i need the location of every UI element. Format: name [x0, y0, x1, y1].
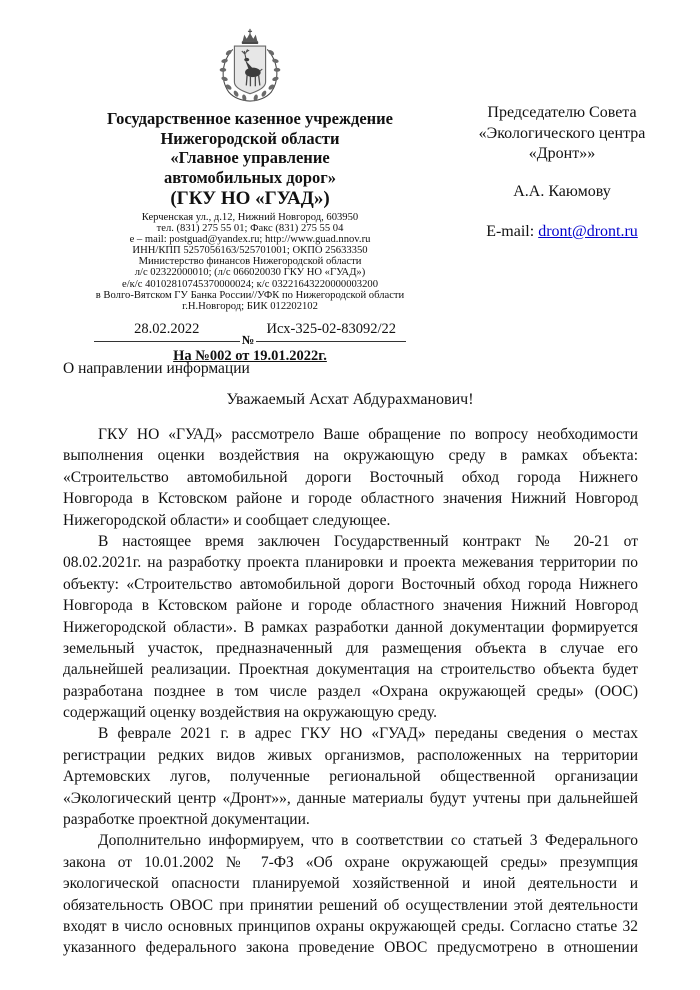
org-contact-block — [60, 212, 440, 312]
body-line: земельный участок, предназначенный для размещения объекта в случае его — [63, 639, 638, 657]
body-line: Нижегородской области». В рамках разработки данной документации формируется — [63, 618, 638, 636]
body-line: «Экологический центр «Дронт»», данные материалы будут учтены при дальнейшей — [63, 789, 638, 807]
recipient-title-line: «Экологического центра — [478, 124, 646, 142]
body-line: Новгорода в Кстовском районе и городе областного значения Нижний Новгород — [63, 490, 638, 508]
body-line: ГКУ НО «ГУАД» рассмотрело Ваше обращение по вопросу необходимости — [98, 426, 638, 443]
recipient-email-row — [432, 222, 692, 242]
body-line: 08.02.2021г. на разработку проекта планировки и проекта межевания территории по — [63, 554, 638, 572]
org-contact-line: ИНН/КПП 5257056163/525701001; ОКПО 25633350 — [132, 245, 368, 257]
org-contact-line: Министерство финансов Нижегородской области — [138, 256, 362, 268]
org-contact-line: e – mail: postguad@yandex.ru; http://www.guad.nnov.ru — [129, 234, 371, 246]
body-line: содержащий оценку воздействия на окружающую среду. — [63, 704, 437, 722]
body-line: выполнения оценки воздействия на окружающую среду в рамках объекта: — [63, 447, 638, 465]
recipient-title-line: «Дронт»» — [528, 145, 596, 162]
body-line: Новгорода в Кстовском районе и городе областного значения Нижний Новгород — [63, 597, 638, 615]
paragraph — [63, 424, 638, 531]
body-line: регистрации редких видов живых организмов, расположенных на территории — [63, 746, 638, 764]
body-line: закона от 10.01.2002 № 7-ФЗ «Об охране окружающей среды» презумпция — [63, 853, 638, 871]
org-contact-line: в Волго-Вятском ГУ Банка России//УФК по Нижегородской области — [95, 289, 405, 301]
salutation: Уважаемый Асхат Абдурахманович! — [226, 391, 474, 408]
body-line: входят в число основных принципов охраны окружающей среды. Согласно статье 32 — [63, 917, 638, 935]
recipient-title — [432, 103, 692, 165]
body-line: Артемовских лугов, полученные региональной общественной организации — [63, 768, 638, 786]
org-abbreviation: (ГКУ НО «ГУАД») — [170, 188, 330, 209]
org-contact-line: л/с 02322000010; (л/с 066020030 ГКУ НО «ГУАД») — [134, 267, 366, 279]
number-sign: № — [241, 332, 255, 347]
body-line: разработке проектной документации. — [63, 811, 310, 829]
letter-date: 28.02.2022 — [134, 320, 200, 337]
date-number-row — [60, 320, 440, 347]
outgoing-number-field — [256, 321, 406, 342]
recipient-name: А.А. Каюмову — [513, 182, 611, 200]
outgoing-number: Исх-325-02-83092/22 — [266, 320, 397, 337]
reference-line: На №002 от 19.01.2022г. — [173, 347, 327, 364]
org-contact-line: е/к/с 40102810745370000024; к/с 03221643220000003200 — [122, 278, 378, 290]
org-name-line: Государственное казенное учреждение — [107, 109, 393, 128]
body-line: обязательность ОВОС при принятии решений об осуществлении этой деятельности — [63, 896, 638, 914]
org-contact-line: тел. (831) 275 55 01; Факс (831) 275 55 04 — [156, 223, 344, 235]
org-name-line: «Главное управление — [170, 148, 330, 167]
recipient-title-line: Председателю Совета — [487, 104, 637, 121]
body-line: разработана позднее в том числе раздел «Охрана окружающей среды» (ООС) — [63, 682, 638, 700]
paragraph — [63, 830, 638, 958]
letter-body — [63, 424, 638, 959]
org-name-line: автомобильных дорог» — [163, 167, 337, 187]
email-label: E-mail: — [486, 222, 539, 240]
org-name-line: Нижегородской области — [160, 128, 340, 148]
subject-line: О направлении информации — [63, 360, 250, 377]
body-line: дальнейшей реализации. Проектная документация на строительство объекта будет — [63, 661, 638, 679]
body-line: объекту: «Строительство автомобильной дороги Восточный обход города Нижнего — [63, 575, 638, 593]
body-line: указанного федерального закона проведение ОВОС предусмотрено в отношении — [63, 939, 638, 957]
body-line: «Строительство автомобильной дороги Восточный обход города Нижнего — [63, 468, 638, 486]
org-contact-line: г.Н.Новгород; БИК 012202102 — [182, 300, 318, 312]
body-line: В феврале 2021 г. в адрес ГКУ НО «ГУАД» переданы сведения о местах — [98, 725, 638, 743]
org-contact-line: Керченская ул., д.12, Нижний Новгород, 603950 — [141, 212, 359, 223]
body-line: экологической опасности планируемой хозяйственной и иной деятельности и — [63, 875, 638, 893]
body-line: В настоящее время заключен Государственный контракт № 20-21 от — [98, 532, 638, 550]
body-line: Дополнительно информируем, что в соответствии со статьей 3 Федерального — [98, 832, 638, 850]
org-name — [60, 109, 440, 209]
paragraph — [63, 531, 638, 724]
date-field — [94, 321, 240, 342]
paragraph — [63, 723, 638, 830]
coat-of-arms-nizhny-novgorod-icon — [209, 28, 291, 106]
email-link[interactable]: dront@dront.ru — [538, 222, 638, 240]
recipient-block — [432, 103, 692, 242]
letterhead — [60, 28, 440, 365]
body-line: Нижегородской области» и сообщает следующее. — [63, 511, 391, 529]
